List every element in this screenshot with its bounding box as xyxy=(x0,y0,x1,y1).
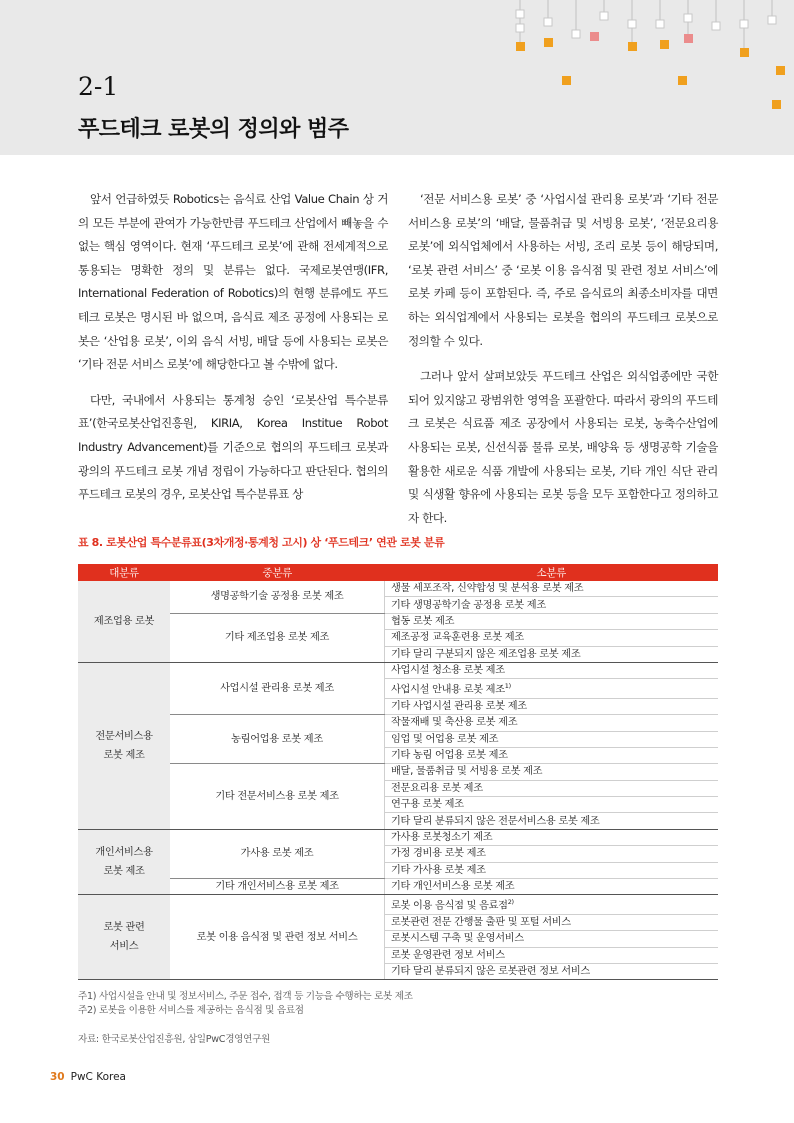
major-category-cell xyxy=(78,581,170,662)
sub-category-label: 전문요리용 로봇 제조 xyxy=(391,782,483,794)
sub-category-label: 배달, 물품취급 및 서빙용 로봇 제조 xyxy=(391,766,543,778)
sub-category-cell xyxy=(385,597,719,613)
footer-brand: PwC Korea xyxy=(70,1071,126,1083)
mid-category-cell: 기타 개인서비스용 로봇 제조 xyxy=(170,879,385,895)
mid-category-cell: 사업시설 관리용 로봇 제조 xyxy=(170,662,385,714)
sub-category-label: 기타 사업시설 관리용 로봇 제조 xyxy=(391,700,527,712)
major-category-label: 로봇 제조 xyxy=(103,866,145,878)
sub-category-label: 로봇관련 전문 간행물 출판 및 포털 서비스 xyxy=(391,917,571,928)
sub-category-cell xyxy=(385,679,719,698)
sub-category-cell xyxy=(385,747,719,763)
table-source: 자료: 한국로봇산업진흥원, 삼일PwC경영연구원 xyxy=(78,1034,271,1045)
sub-category-label: 사업시설 안내용 로봇 제조 xyxy=(391,684,505,696)
sub-category-cell xyxy=(385,813,719,829)
body-paragraph: 다만, 국내에서 사용되는 통계청 승인 ‘로봇산업 특수분류표’(한국로봇산업진흥원, KIRIA, Korea Institue Robot Industry Advancement)를 기준으로 협의의 푸드테크 로봇과 광의의 푸드테크 로봇 개념 정립이 가능하다고 판단된다. 협의의 푸드테크 로봇의 경우, 로봇산업 특수분류표 상 xyxy=(78,392,388,502)
table-notes xyxy=(78,990,413,1018)
sub-category-label: 협동 로봇 제조 xyxy=(391,615,455,627)
footnote-marker: 1) xyxy=(504,682,511,691)
major-category-label: 전문서비스용 xyxy=(95,730,153,742)
table-row xyxy=(78,715,718,731)
body-column-left xyxy=(78,188,388,519)
sub-category-cell xyxy=(385,731,719,747)
sub-category-cell xyxy=(385,630,719,646)
mid-category-cell: 기타 전문서비스용 로봇 제조 xyxy=(170,764,385,830)
sub-category-label: 기타 달리 분류되지 않은 로봇관련 정보 서비스 xyxy=(391,966,590,978)
table-note: 주1) 사업시설을 안내 및 정보서비스, 주문 접수, 접객 등 기능을 수행하는 로봇 제조 xyxy=(78,991,413,1002)
sub-category-label: 가사용 로봇청소기 제조 xyxy=(391,832,493,844)
mid-category-cell: 생명공학기술 공정용 로봇 제조 xyxy=(170,581,385,613)
sub-category-label: 작물재배 및 축산용 로봇 제조 xyxy=(391,717,518,729)
sub-category-label: 가정 경비용 로봇 제조 xyxy=(391,848,486,860)
sub-category-cell xyxy=(385,780,719,796)
sub-category-cell xyxy=(385,797,719,813)
sub-category-cell xyxy=(385,963,719,979)
sub-category-label: 기타 개인서비스용 로봇 제조 xyxy=(391,881,515,893)
section-title: 푸드테크 로봇의 정의와 범주 xyxy=(78,117,349,142)
sub-category-label: 임업 및 어업용 로봇 제조 xyxy=(391,733,499,745)
mid-category-cell: 기타 제조업용 로봇 제조 xyxy=(170,613,385,662)
body-paragraph: 앞서 언급하였듯 Robotics는 음식료 산업 Value Chain 상 거의 모든 부분에 관여가 가능한만큼 푸드테크 산업에서 빼놓을 수 없는 핵심 영역이다. 현재 ‘푸드테크 로봇’에 관해 전세계적으로 통용되는 명확한 정의 및 분류는 없다. 국제로봇연맹(IFR, International Federation of Robotics)의 현행 분류에도 푸드테크 로봇은 명시된 바 없으며, 음식료 제조 공정에 사용되는 로봇은 ‘산업용 로봇’, 이외 음식 서빙, 배달 등에 사용되는 로봇은 ‘기타 전문 서비스 로봇’에 해당한다고 볼 수밖에 없다. xyxy=(78,192,388,372)
sub-category-cell xyxy=(385,698,719,714)
sub-category-label: 기타 생명공학기술 공정용 로봇 제조 xyxy=(391,599,546,611)
header-sub: 소분류 xyxy=(385,564,719,581)
sub-category-label: 로봇시스템 구축 및 운영서비스 xyxy=(391,933,524,945)
decorative-circuit-pattern xyxy=(500,0,794,110)
sub-category-cell xyxy=(385,879,719,895)
major-category-cell xyxy=(78,895,170,980)
sub-category-label: 기타 달리 분류되지 않은 전문서비스용 로봇 제조 xyxy=(391,815,600,827)
table-row xyxy=(78,829,718,845)
major-category-label: 개인서비스용 xyxy=(95,847,153,859)
major-category-label: 서비스 xyxy=(109,941,139,953)
sub-category-cell xyxy=(385,662,719,678)
sub-category-label: 기타 가사용 로봇 제조 xyxy=(391,864,486,876)
sub-category-label: 기타 달리 구분되지 않은 제조업용 로봇 제조 xyxy=(391,648,581,660)
sub-category-cell xyxy=(385,764,719,780)
sub-category-cell xyxy=(385,715,719,731)
table-body xyxy=(78,581,718,980)
mid-category-cell: 가사용 로봇 제조 xyxy=(170,829,385,878)
body-column-right xyxy=(408,188,718,542)
header-major: 대분류 xyxy=(78,564,170,581)
sub-category-label: 제조공정 교육훈련용 로봇 제조 xyxy=(391,632,524,644)
sub-category-cell xyxy=(385,581,719,597)
page-footer xyxy=(50,1071,126,1083)
robot-classification-table xyxy=(78,564,718,980)
major-category-cell xyxy=(78,829,170,895)
table-row xyxy=(78,895,718,914)
table-row xyxy=(78,581,718,597)
major-category-cell xyxy=(78,662,170,829)
body-paragraph: ‘전문 서비스용 로봇’ 중 ‘사업시설 관리용 로봇’과 ‘기타 전문서비스용 로봇’의 ‘배달, 물품취급 및 서빙용 로봇’, ‘전문요리용 로봇’에 외식업체에서 사용하는 서빙, 조리 로봇 등이 해당되며, ‘로봇 관련 서비스’ 중 ‘로봇 이용 음식점 및 관련 정보 서비스’에 로봇 카페 등이 포함된다. 즉, 주로 음식료의 최종소비자를 대면하는 외식업계에서 사용되는 로봇을 협의의 푸드테크 로봇으로 정의할 수 있다. xyxy=(408,192,718,348)
body-paragraph: 그러나 앞서 살펴보았듯 푸드테크 산업은 외식업종에만 국한되어 있지않고 광범위한 영역을 포괄한다. 따라서 광의의 푸드테크 로봇은 식료품 제조 공장에서 사용되는 로봇, 농축수산업에 사용되는 로봇, 신선식품 물류 로봇, 배양육 등 생명공학 기술을 활용한 새로운 식품 개발에 사용되는 로봇, 기타 개인 식단 관리 및 식생활 향유에 사용되는 로봇 등을 모두 포함한다고 정의하고자 한다. xyxy=(408,369,718,525)
sub-category-cell xyxy=(385,947,719,963)
sub-category-label: 기타 농림 어업용 로봇 제조 xyxy=(391,750,508,762)
major-category-label: 로봇 제조 xyxy=(103,749,145,761)
mid-category-cell: 농림어업용 로봇 제조 xyxy=(170,715,385,764)
sub-category-cell xyxy=(385,846,719,862)
sub-category-label: 로봇 운영관련 정보 서비스 xyxy=(391,949,505,961)
major-category-label: 로봇 관련 xyxy=(103,922,145,934)
header-mid: 중분류 xyxy=(170,564,385,581)
table-row xyxy=(78,879,718,895)
page-number: 30 xyxy=(50,1071,65,1083)
sub-category-label: 연구용 로봇 제조 xyxy=(391,799,464,811)
major-category-label: 제조업용 로봇 xyxy=(93,615,155,627)
sub-category-label: 로봇 이용 음식점 및 음료점 xyxy=(391,900,508,912)
footnote-marker: 2) xyxy=(507,898,514,907)
sub-category-cell xyxy=(385,914,719,930)
table-note: 주2) 로봇을 이용한 서비스를 제공하는 음식점 및 음료점 xyxy=(78,1005,304,1016)
sub-category-cell xyxy=(385,931,719,947)
sub-category-cell xyxy=(385,613,719,629)
table-row xyxy=(78,764,718,780)
sub-category-cell xyxy=(385,829,719,845)
section-number: 2-1 xyxy=(78,72,119,101)
mid-category-cell: 로봇 이용 음식점 및 관련 정보 서비스 xyxy=(170,895,385,980)
sub-category-cell xyxy=(385,895,719,914)
table-title: 표 8. 로봇산업 특수분류표(3차개정·통계청 고시) 상 ‘푸드테크’ 연관 로봇 분류 xyxy=(78,536,445,549)
table-header-row xyxy=(78,564,718,581)
sub-category-cell xyxy=(385,862,719,878)
table-row xyxy=(78,613,718,629)
sub-category-label: 사업시설 청소용 로봇 제조 xyxy=(391,665,505,677)
sub-category-label: 생물 세포조작, 신약합성 및 분석용 로봇 제조 xyxy=(391,583,584,595)
sub-category-cell xyxy=(385,646,719,662)
table-row xyxy=(78,662,718,678)
